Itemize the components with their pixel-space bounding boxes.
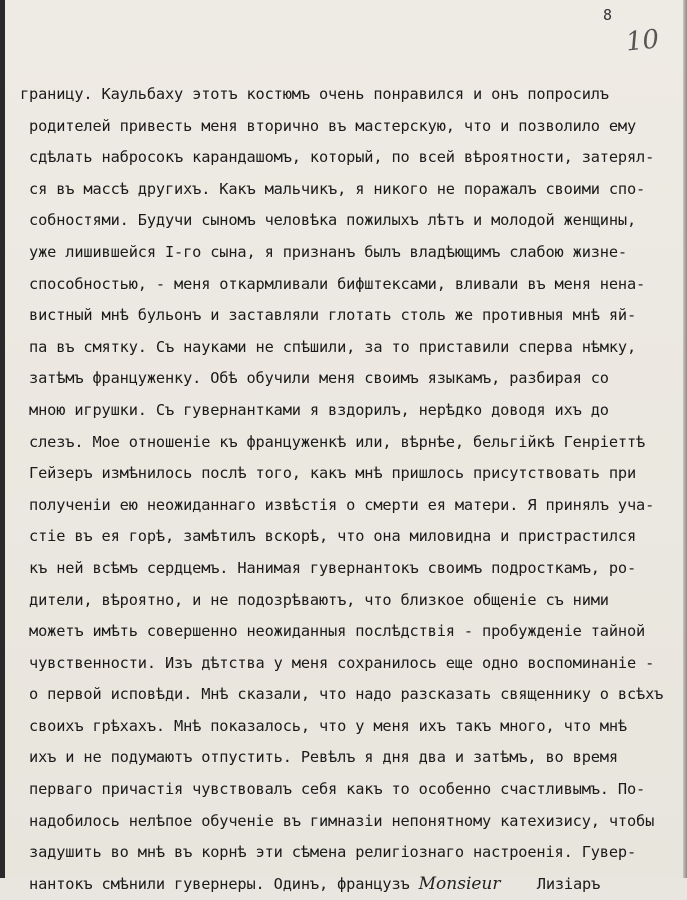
- text-line: чувственности. Изъ дѣтства у меня сохранилось еще одно воспоминаніе -: [20, 653, 655, 672]
- text-line: ся въ массѣ другихъ. Какъ мальчикъ, я никого не поражалъ своими спо-: [20, 179, 646, 198]
- text-line: перваго причастія чувствовалъ себя какъ то особенно счастливымъ. По-: [20, 780, 646, 799]
- text-line: надобилось нелѣпое обученіе въ гимназіи непонятному катехизису, чтобы: [20, 811, 655, 830]
- text-line: уже лишившейся I-го сына, я признанъ былъ владѣющимъ слабою жизне-: [20, 242, 627, 261]
- typewritten-body: [20, 79, 684, 900]
- last-line-start: нантокъ смѣнили гувернеры. Одинъ, французъ: [20, 874, 419, 893]
- last-text-line: [20, 869, 684, 900]
- text-line: вистный мнѣ бульонъ и заставляли глотать столь же противныя мнѣ яй-: [20, 306, 637, 325]
- scan-left-edge: [0, 0, 5, 878]
- text-line: затѣмъ француженку. Обѣ обучили меня своимъ языкамъ, разбирая со: [20, 369, 609, 388]
- text-line: можетъ имѣть совершенно неожиданныя послѣдствія - пробужденіе тайной: [20, 622, 646, 641]
- text-line: собностями. Будучи сыномъ человѣка пожилыхъ лѣтъ и молодой женщины,: [20, 211, 637, 230]
- text-line: мною игрушки. Съ гувернантками я вздорилъ, нерѣдко доводя ихъ до: [20, 400, 609, 419]
- text-line: родителей привесть меня вторично въ мастерскую, что и позволило ему: [20, 116, 637, 135]
- text-line: къ ней всѣмъ сердцемъ. Нанимая гувернантокъ своимъ подросткамъ, ро-: [20, 558, 637, 577]
- text-line: сдѣлать набросокъ карандашомъ, который, по всей вѣроятности, затерял-: [20, 148, 655, 167]
- page-number: 8: [603, 6, 613, 24]
- handwritten-word-monsieur: Monsieur: [418, 873, 501, 894]
- text-line: своихъ грѣхахъ. Мнѣ показалось, что у меня ихъ такъ много, что мнѣ: [20, 716, 627, 735]
- text-line: дители, вѣроятно, и не подозрѣваютъ, что близкое общеніе съ ними: [20, 590, 609, 609]
- last-line-end: Лизіаръ: [500, 874, 601, 893]
- text-line: стіе въ ея горѣ, замѣтилъ вскорѣ, что она миловидна и пристрастился: [20, 527, 637, 546]
- text-line: о первой исповѣди. Мнѣ сказали, что надо разсказать священнику о всѣхъ: [20, 685, 664, 704]
- text-line: способностью, - меня откармливали бифштексами, вливали въ меня нена-: [20, 274, 646, 293]
- text-line: границу. Каульбаху этотъ костюмъ очень понравился и онъ попросилъ: [20, 85, 609, 103]
- handwritten-page-number: 10: [624, 24, 661, 58]
- text-line: ихъ и не подумаютъ отпустить. Ревѣлъ я дня два и затѣмъ, во время: [20, 748, 618, 767]
- text-line: слезъ. Мое отношеніе къ француженкѣ или, вѣрнѣе, бельгійкѣ Генріеттѣ: [20, 432, 646, 451]
- text-line: задушить во мнѣ въ корнѣ эти сѣмена религіознаго настроенія. Гувер-: [20, 843, 637, 862]
- text-line: Гейзеръ измѣнилось послѣ того, какъ мнѣ пришлось присутствовать при: [20, 464, 637, 483]
- text-line: па въ смятку. Съ науками не спѣшили, за то приставили сперва нѣмку,: [20, 337, 637, 356]
- text-line: полученіи ею неожиданнаго извѣстія о смерти ея матери. Я принялъ уча-: [20, 495, 655, 514]
